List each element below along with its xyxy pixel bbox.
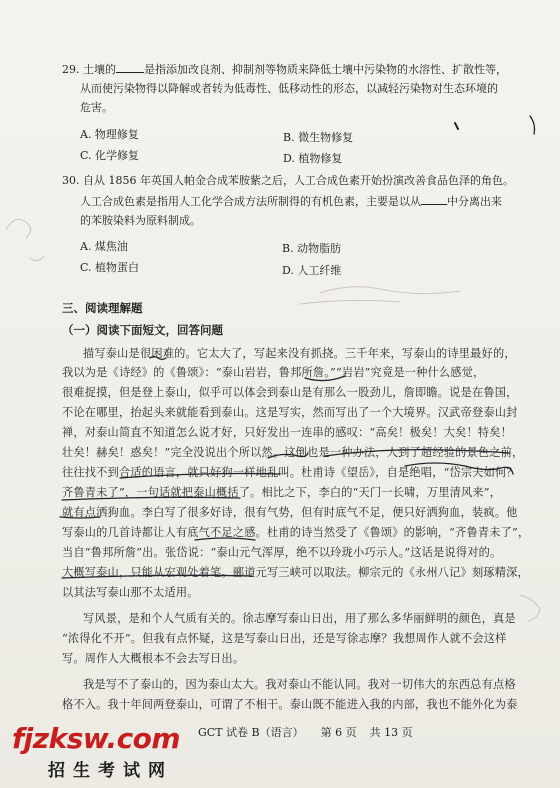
- passage-line: 描写泰山是很困难的。它太大了，写起来没有抓挠。三千年来，写泰山的诗里最好的，: [83, 347, 516, 360]
- passage-line: 就有点洒狗血。李白写了很多好诗，很有气势，但有时底气不足，便只好洒狗血，装疯。他: [62, 506, 518, 519]
- passage-line: 以其法写泰山那不太适用。: [62, 586, 199, 599]
- passage-line: 写。周作人大概根本不会去写日出。: [62, 652, 245, 665]
- site-logo: fjzksw.com: [12, 722, 181, 755]
- q30-line1: 30. 自从 1856 年英国人帕金合成苯胺紫之后，人工合成色素开始扮演改善食品色泽的角色。: [62, 174, 514, 187]
- passage-line: 我以为是《诗经》的《鲁颂》：“泰山岩岩，鲁邦所詹。”“岩岩”究竟是一种什么感觉，: [62, 366, 485, 379]
- q29-line1: 29. 土壤的 是指添加改良剂、抑制剂等物质来降低土壤中污染物的水溶性、扩散性等，: [62, 63, 507, 76]
- q29-option-c: C. 化学修复: [80, 149, 140, 162]
- passage-line: “浓得化不开”。但我有点怀疑，这是写泰山日出，还是写徐志摩？我想周作人就不会这样: [62, 632, 507, 645]
- q30-line3: 的苯胺染料为原料制成。: [80, 214, 201, 227]
- passage-line: 写泰山的几首诗都让人有底气不足之感。杜甫的诗当然受了《鲁颂》的影响，“齐鲁青未了”，: [62, 526, 530, 539]
- q29-line3: 危害。: [80, 101, 113, 114]
- footer-total: 共 13 页: [369, 726, 413, 739]
- site-logo-subtitle: 招生考试网: [48, 761, 173, 781]
- section-title: 三、阅读理解题: [62, 301, 143, 315]
- passage-line: 我是写不了泰山的，因为泰山太大。我对泰山不能认同。我对一切伟大的东西总有点格: [83, 678, 516, 691]
- q29-option-d: D. 植物修复: [283, 152, 343, 165]
- q30-option-c: C. 植物蛋白: [80, 261, 140, 274]
- section-subtitle: （一）阅读下面短文，回答问题: [62, 323, 223, 337]
- passage-line: 往往找不到合适的语言，就只好狗一样地乱叫。杜甫诗《望岳》，自是绝唱，“岱宗夫如何？: [62, 466, 518, 479]
- passage-line: 壮矣！赫矣！惑矣！”完全没说出个所以然。这倒也是一种办法，人到了超经验的景色之前，: [62, 446, 524, 459]
- q30-line2: 人工合成色素是指用人工化学合成方法所制得的有机色素，主要是以从 中分离出来: [80, 195, 502, 208]
- q30-option-a: A. 煤焦油: [80, 240, 128, 253]
- q29-option-a: A. 物理修复: [80, 128, 139, 141]
- footer-page: 第 6 页: [320, 726, 357, 739]
- passage-line: 很难捉摸，但是登上泰山，似乎可以体会到泰山是有那么一股劲儿，詹即瞻。说是在鲁国，: [62, 386, 518, 399]
- page-footer: [198, 724, 413, 740]
- passage-line: 不论在哪里，抬起头来就能看到泰山。这是写实，然而写出了一个大境界。汉武帝登泰山封: [62, 406, 518, 419]
- passage-line: 写风景，是和个人气质有关的。徐志摩写泰山日出，用了那么多华丽鲜明的颜色，真是: [83, 612, 516, 625]
- passage-line: 大概写泰山，只能从宏观处着笔。郦道元写三峡可以取法。柳宗元的《永州八记》刻琢精深，: [62, 566, 529, 579]
- q29-line2: 从而使污染物得以降解或者转为低毒性、低移动性的形态，以减轻污染物对生态环境的: [80, 82, 498, 95]
- q30-option-b: B. 动物脂肪: [282, 242, 342, 255]
- footer-exam: GCT 试卷 B（语言）: [198, 726, 304, 739]
- passage-line: 齐鲁青未了”，一句话就把泰山概括了。相比之下，李白的“天门一长啸，万里清风来”，: [62, 486, 502, 499]
- passage-line: 当自“鲁邦所詹”出。张岱说：“泰山元气浑厚，绝不以玲珑小巧示人。”这话是说得对的。: [62, 546, 502, 559]
- passage-line: 禅，对泰山简直不知道怎么说才好，只好发出一连串的感叹：“高矣！极矣！大矣！特矣！: [62, 426, 513, 439]
- passage-line: 格不入。我十年间两登泰山，可谓了不相干。泰山既不能进入我的内部，我也不能外化为泰: [62, 698, 518, 711]
- q30-option-d: D. 人工纤维: [282, 264, 342, 277]
- q29-option-b: B. 微生物修复: [283, 131, 354, 144]
